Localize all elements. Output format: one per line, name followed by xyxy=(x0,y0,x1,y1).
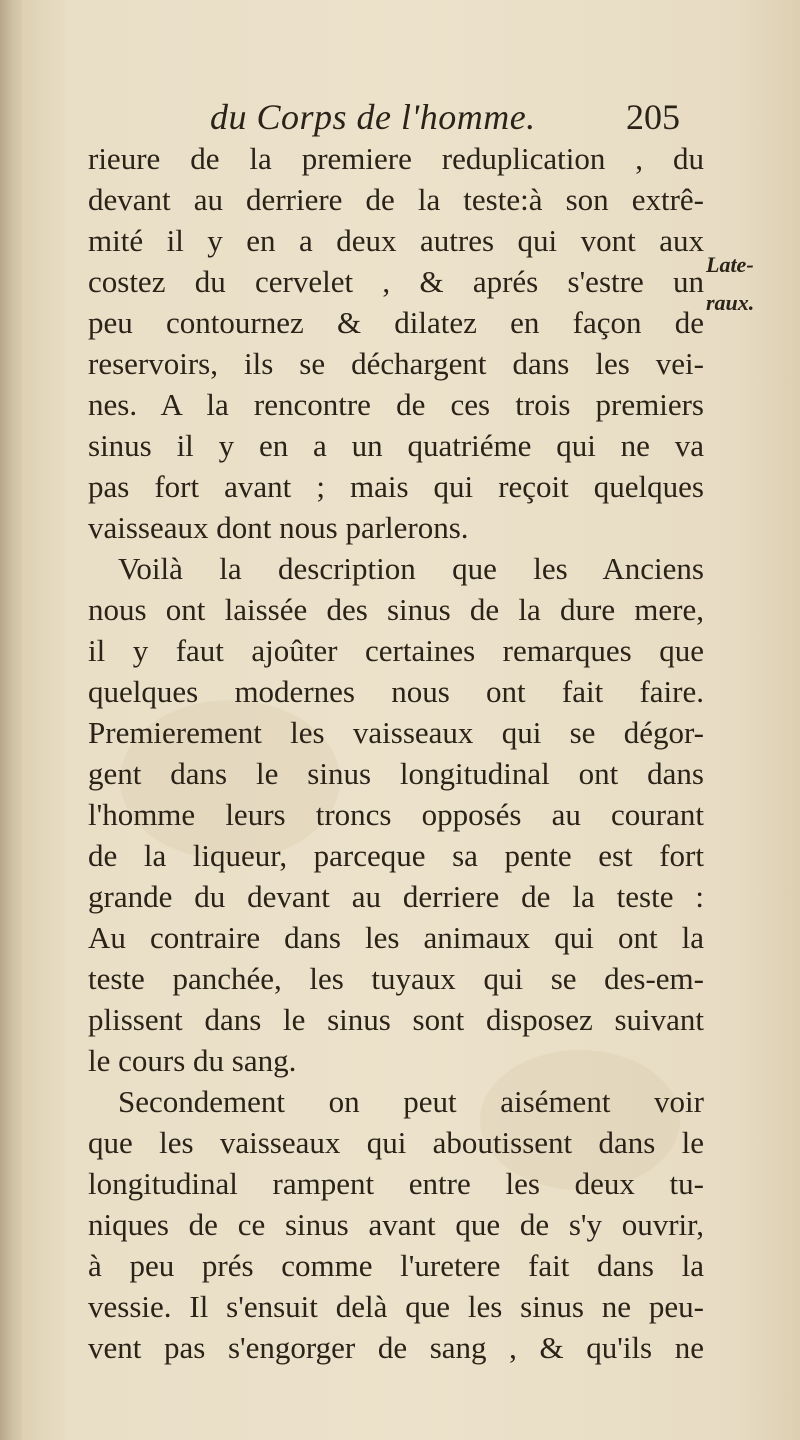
text-line: teste panchée, les tuyaux qui se des-em- xyxy=(88,961,704,996)
text-line: longitudinal rampent entre les deux tu- xyxy=(88,1166,704,1201)
text-line: devant au derriere de la teste:à son extrê- xyxy=(88,182,704,217)
text-line: peu contournez & dilatez en façon de xyxy=(88,305,704,340)
text-line: Voilà la description que les Anciens xyxy=(118,551,704,586)
text-line: vessie. Il s'ensuit delà que les sinus ne peu- xyxy=(88,1289,704,1324)
text-line: vaisseaux dont nous parlerons. xyxy=(88,510,469,545)
text-line: Premierement les vaisseaux qui se dégor- xyxy=(88,715,704,750)
text-line: Secondement on peut aisément voir xyxy=(118,1084,704,1119)
text-line: pas fort avant ; mais qui reçoit quelques xyxy=(88,469,704,504)
text-line: nous ont laissée des sinus de la dure mere, xyxy=(88,592,704,627)
page-header xyxy=(210,96,680,140)
text-line: vent pas s'engorger de sang , & qu'ils ne xyxy=(88,1330,704,1365)
text-line: niques de ce sinus avant que de s'y ouvrir, xyxy=(88,1207,704,1242)
text-line: quelques modernes nous ont fait faire. xyxy=(88,674,704,709)
text-line: mité il y en a deux autres qui vont aux xyxy=(88,223,704,258)
text-line: reservoirs, ils se déchargent dans les vei- xyxy=(88,346,704,381)
book-gutter xyxy=(0,0,22,1440)
margin-note-line: raux. xyxy=(706,290,755,315)
running-title: du Corps de l'homme. xyxy=(210,97,536,137)
text-line: Au contraire dans les animaux qui ont la xyxy=(88,920,704,955)
text-line: de la liqueur, parceque sa pente est fort xyxy=(88,838,704,873)
text-line: nes. A la rencontre de ces trois premiers xyxy=(88,387,704,422)
text-line: à peu prés comme l'uretere fait dans la xyxy=(88,1248,704,1283)
margin-note-line: Late- xyxy=(706,252,754,277)
text-line: costez du cervelet , & aprés s'estre un xyxy=(88,264,704,299)
text-line: l'homme leurs troncs opposés au courant xyxy=(88,797,704,832)
text-line: le cours du sang. xyxy=(88,1043,297,1078)
margin-note xyxy=(706,246,754,322)
text-line: rieure de la premiere reduplication , du xyxy=(88,141,704,176)
text-line: grande du devant au derriere de la teste : xyxy=(88,879,704,914)
text-line: il y faut ajoûter certaines remarques que xyxy=(88,633,704,668)
text-line: sinus il y en a un quatriéme qui ne va xyxy=(88,428,704,463)
text-line: plissent dans le sinus sont disposez suivant xyxy=(88,1002,704,1037)
body-text xyxy=(88,138,704,1368)
text-line: gent dans le sinus longitudinal ont dans xyxy=(88,756,704,791)
text-line: que les vaisseaux qui aboutissent dans le xyxy=(88,1125,704,1160)
page-number: 205 xyxy=(626,97,680,137)
